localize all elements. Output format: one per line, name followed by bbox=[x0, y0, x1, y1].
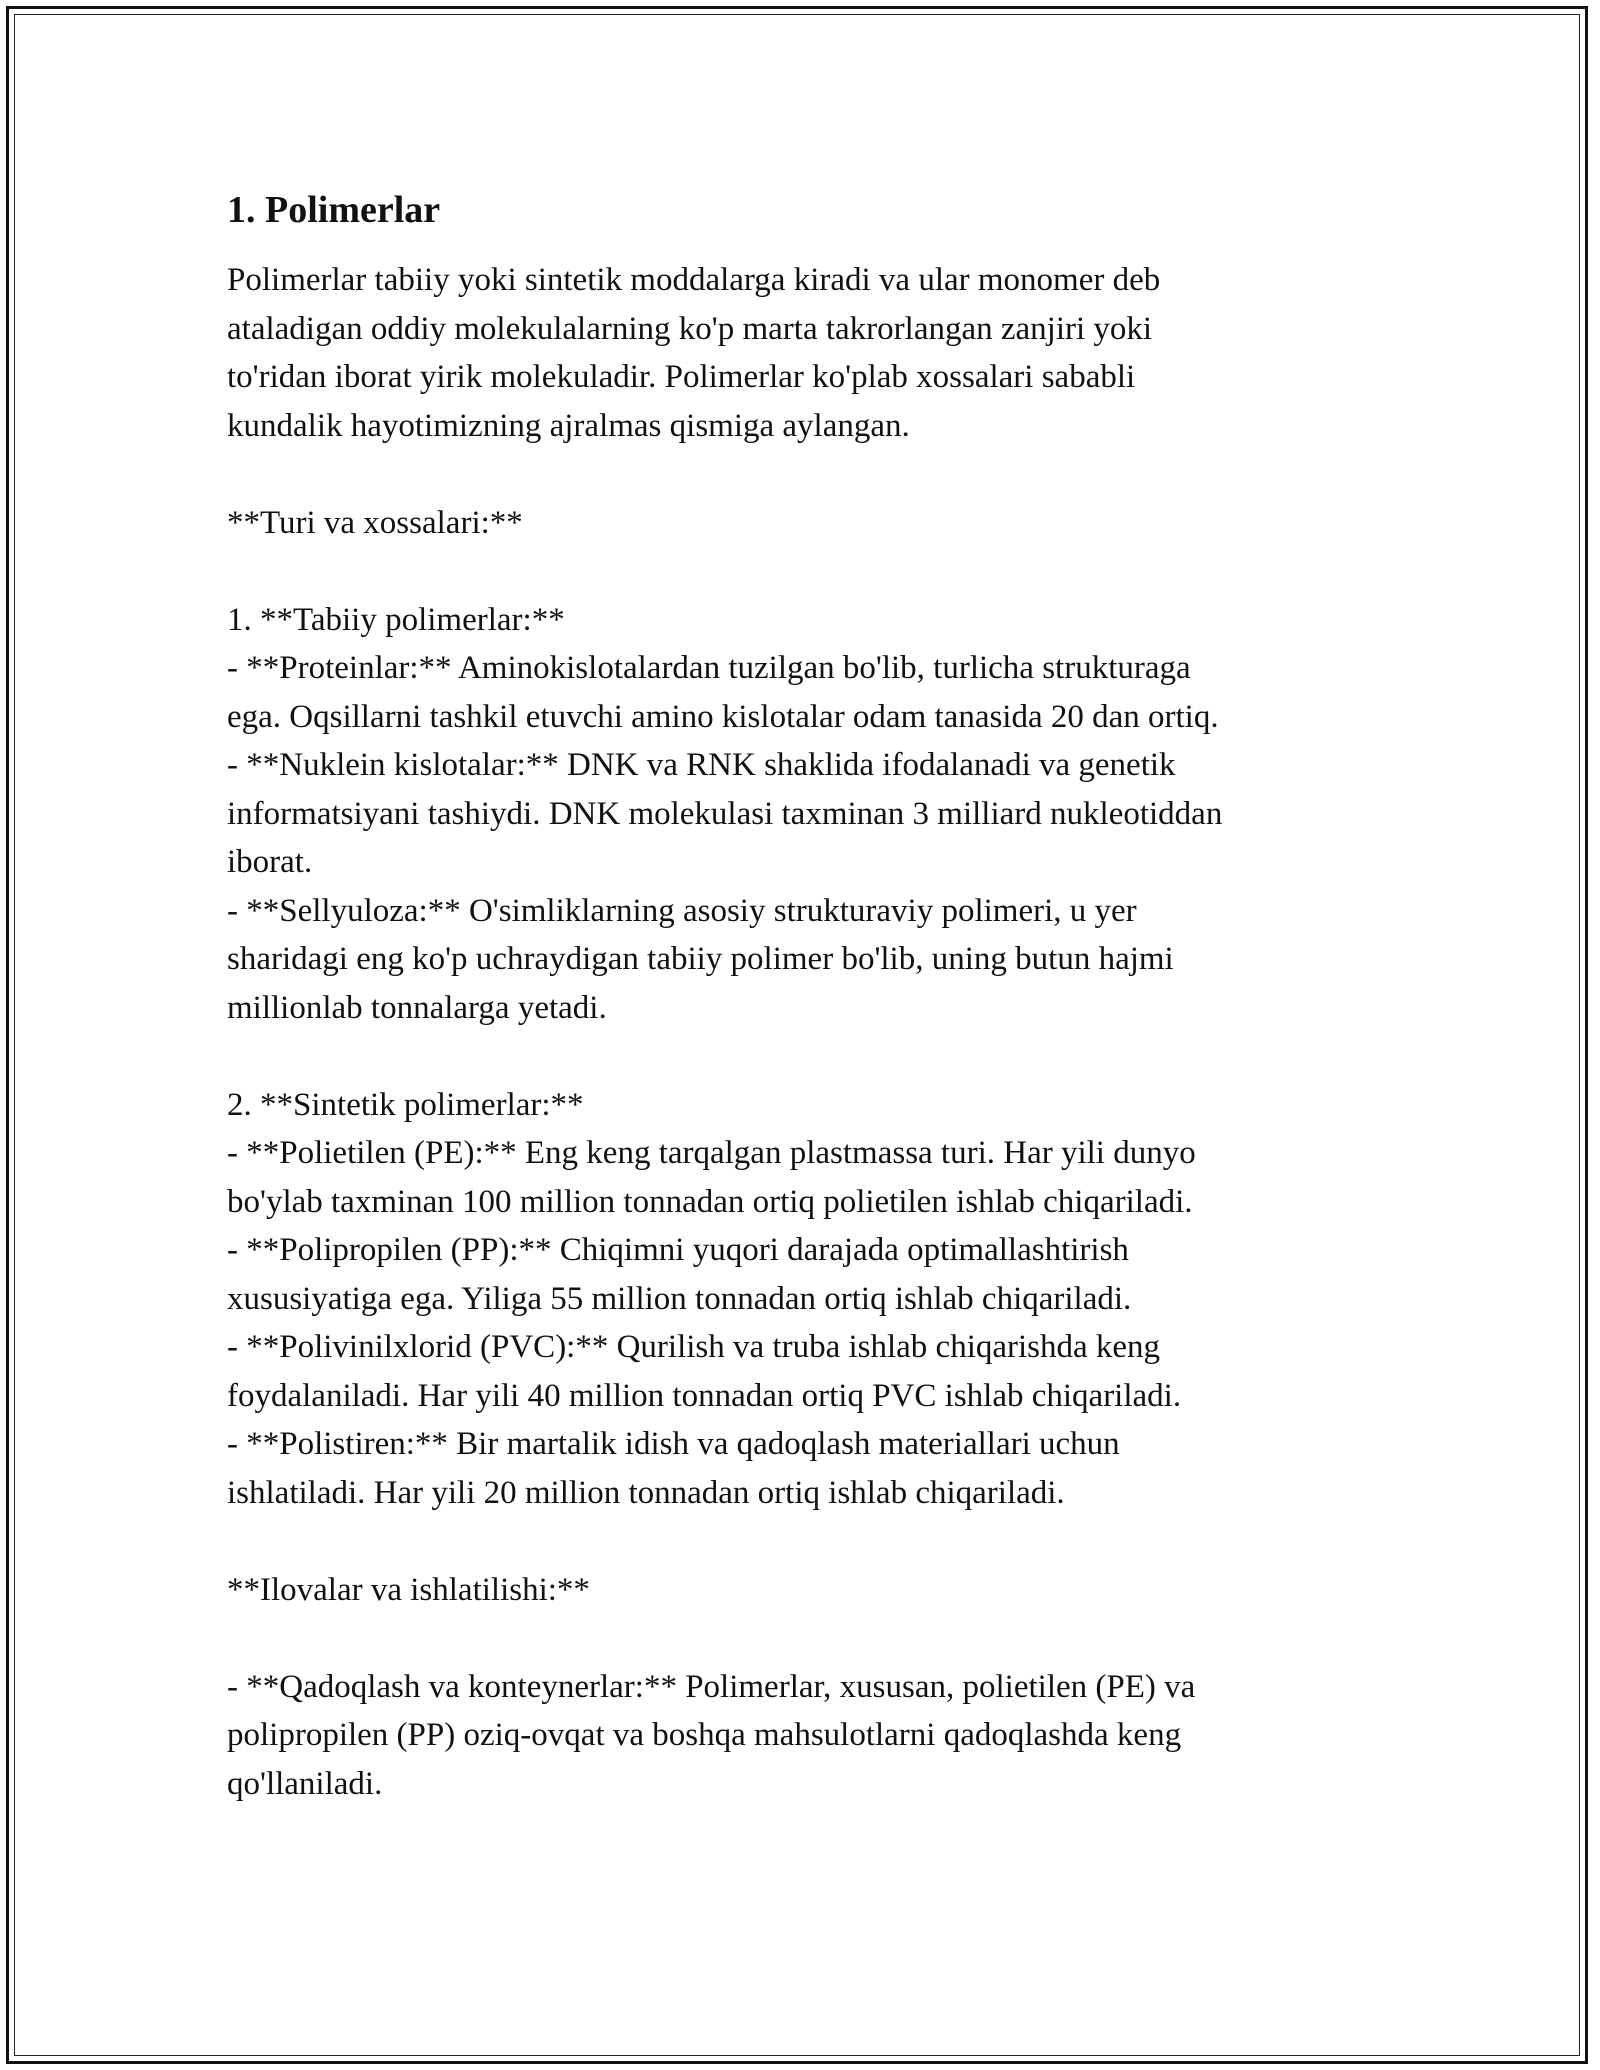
spacer bbox=[227, 1517, 1357, 1566]
spacer bbox=[227, 1614, 1357, 1663]
spacer bbox=[227, 1032, 1357, 1081]
spacer bbox=[227, 547, 1357, 596]
list-item-polyethylene: - **Polietilen (PE):** Eng keng tarqalgan plastmassa turi. Har yili dunyo bo'ylab taxminan 100 million tonnadan ortiq polietilen ishlab chiqariladi. bbox=[227, 1135, 1196, 1220]
natural-polymers-heading: 1. **Tabiiy polimerlar:** bbox=[227, 601, 565, 638]
list-item-proteins: - **Proteinlar:** Aminokislotalardan tuzilgan bo'lib, turlicha strukturaga ega. Oqsillarni tashkil etuvchi amino kislotalar odam tanasida 20 dan ortiq. bbox=[227, 650, 1219, 735]
list-item-pvc: - **Polivinilxlorid (PVC):** Qurilish va truba ishlab chiqarishda keng foydalaniladi. Har yili 40 million tonnadan ortiq PVC ishlab chiqariladi. bbox=[227, 1329, 1182, 1414]
intro-paragraph: Polimerlar tabiiy yoki sintetik moddalarga kiradi va ular monomer deb ataladigan oddiy molekulalarning ko'p marta takrorlangan zanjiri yoki to'ridan iborat yirik molekuladir. Polimerlar ko'plab xossalari sababli kundalik hayotimizning ajralmas qismiga aylangan. bbox=[227, 262, 1161, 444]
document-body bbox=[227, 186, 1357, 1808]
list-item-polypropylene: - **Polipropilen (PP):** Chiqimni yuqori darajada optimallashtirish xususiyatiga ega. Yiliga 55 million tonnadan ortiq ishlab chiqariladi. bbox=[227, 1232, 1132, 1317]
synthetic-polymers-heading: 2. **Sintetik polimerlar:** bbox=[227, 1086, 584, 1123]
section-title: 1. Polimerlar bbox=[227, 189, 441, 231]
applications-heading: **Ilovalar va ishlatilishi:** bbox=[227, 1571, 590, 1608]
list-item-polystyrene: - **Polistiren:** Bir martalik idish va qadoqlash materiallari uchun ishlatiladi. Har yili 20 million tonnadan ortiq ishlab chiqariladi. bbox=[227, 1426, 1120, 1511]
list-item-cellulose: - **Sellyuloza:** O'simliklarning asosiy strukturaviy polimeri, u yer sharidagi eng ko'p uchraydigan tabiiy polimer bo'lib, uning butun hajmi millionlab tonnalarga yetadi. bbox=[227, 892, 1174, 1026]
types-heading: **Turi va xossalari:** bbox=[227, 504, 523, 541]
list-item-nucleic-acids: - **Nuklein kislotalar:** DNK va RNK shaklida ifodalanadi va genetik informatsiyani tashiydi. DNK molekulasi taxminan 3 milliard nukleotiddan iborat. bbox=[227, 747, 1223, 880]
spacer bbox=[227, 450, 1357, 499]
list-item-packaging: - **Qadoqlash va konteynerlar:** Polimerlar, xususan, polietilen (PE) va polipropilen (PP) oziq-ovqat va boshqa mahsulotlarni qadoqlashda keng qo'llaniladi. bbox=[227, 1668, 1196, 1802]
